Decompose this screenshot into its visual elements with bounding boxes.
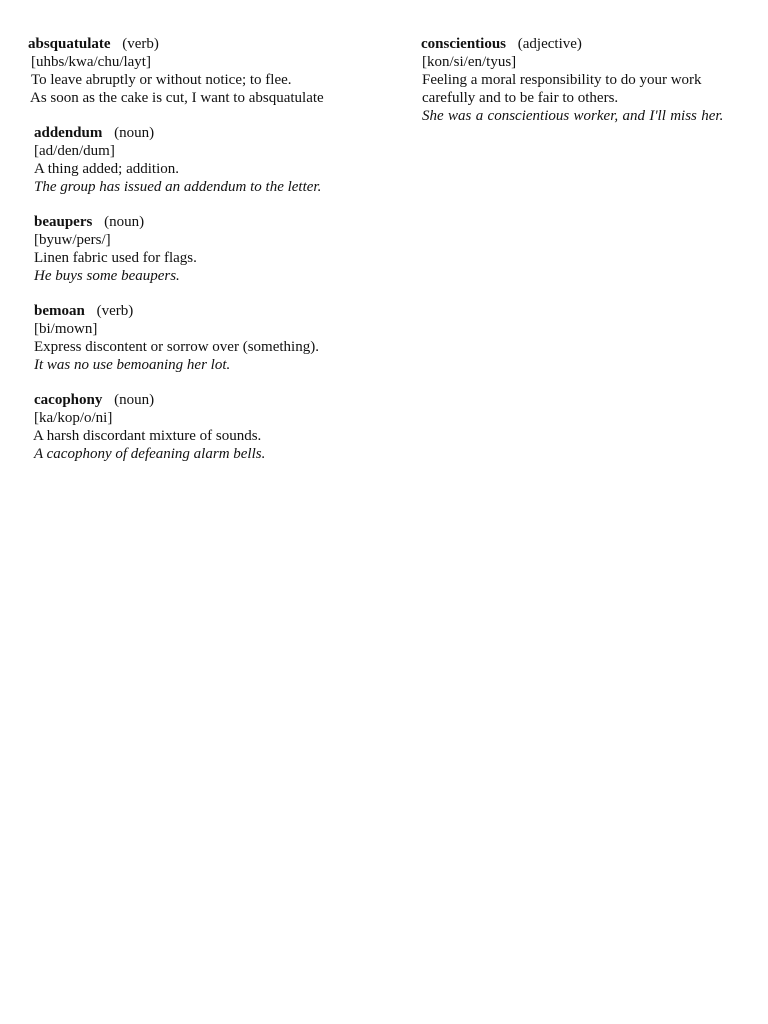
entry-heading (34, 391, 374, 409)
entry-pronunciation: [byuw/pers/] (34, 232, 111, 248)
entry-definition: Linen fabric used for flags. (34, 250, 197, 266)
entry-part-of-speech: (noun) (104, 214, 145, 230)
entry-definition: To leave abruptly or without notice; to flee. (31, 72, 292, 88)
entry-heading (28, 35, 368, 53)
entry-heading (421, 35, 726, 53)
entry-heading (34, 124, 374, 142)
entry-example: She was a conscientious worker, and I'll miss her. (422, 108, 724, 124)
entry-part-of-speech: (noun) (114, 125, 155, 141)
dictionary-entry-cacophony (34, 391, 374, 463)
entry-pronunciation: [ka/kop/o/ni] (34, 410, 113, 426)
entry-pronunciation: [kon/si/en/tyus] (422, 54, 517, 70)
entry-pronunciation: [bi/mown] (34, 321, 98, 337)
entry-part-of-speech: (adjective) (517, 36, 582, 52)
dictionary-entry-addendum (34, 124, 374, 196)
entry-heading (34, 213, 374, 231)
entry-example: As soon as the cake is cut, I want to absquatulate (30, 90, 324, 106)
dictionary-entry-absquatulate (28, 35, 368, 107)
entry-word: addendum (34, 125, 103, 141)
entry-pronunciation: [ad/den/dum] (34, 143, 115, 159)
entry-example: The group has issued an addendum to the letter. (34, 179, 322, 195)
entry-part-of-speech: (verb) (122, 36, 159, 52)
entry-example: He buys some beaupers. (34, 268, 180, 284)
entry-word: beaupers (34, 214, 93, 230)
entry-part-of-speech: (noun) (114, 392, 155, 408)
entry-definition: Express discontent or sorrow over (something). (34, 339, 319, 355)
entry-definition: A thing added; addition. (34, 161, 179, 177)
entry-word: conscientious (421, 36, 507, 52)
entry-part-of-speech: (verb) (96, 303, 134, 319)
dictionary-entry-conscientious (421, 35, 726, 125)
entry-heading (34, 302, 374, 320)
entry-example: It was no use bemoaning her lot. (34, 357, 231, 373)
entry-word: absquatulate (28, 36, 111, 52)
entry-example: A cacophony of defeaning alarm bells. (34, 446, 266, 462)
dictionary-entry-bemoan (34, 302, 374, 374)
entry-definition: Feeling a moral responsibility to do your work carefully and to be fair to others. (422, 72, 702, 106)
entry-word: cacophony (34, 392, 103, 408)
entry-pronunciation: [uhbs/kwa/chu/layt] (31, 54, 151, 70)
dictionary-entry-beaupers (34, 213, 374, 285)
entry-word: bemoan (34, 303, 85, 319)
entry-definition: A harsh discordant mixture of sounds. (33, 428, 262, 444)
